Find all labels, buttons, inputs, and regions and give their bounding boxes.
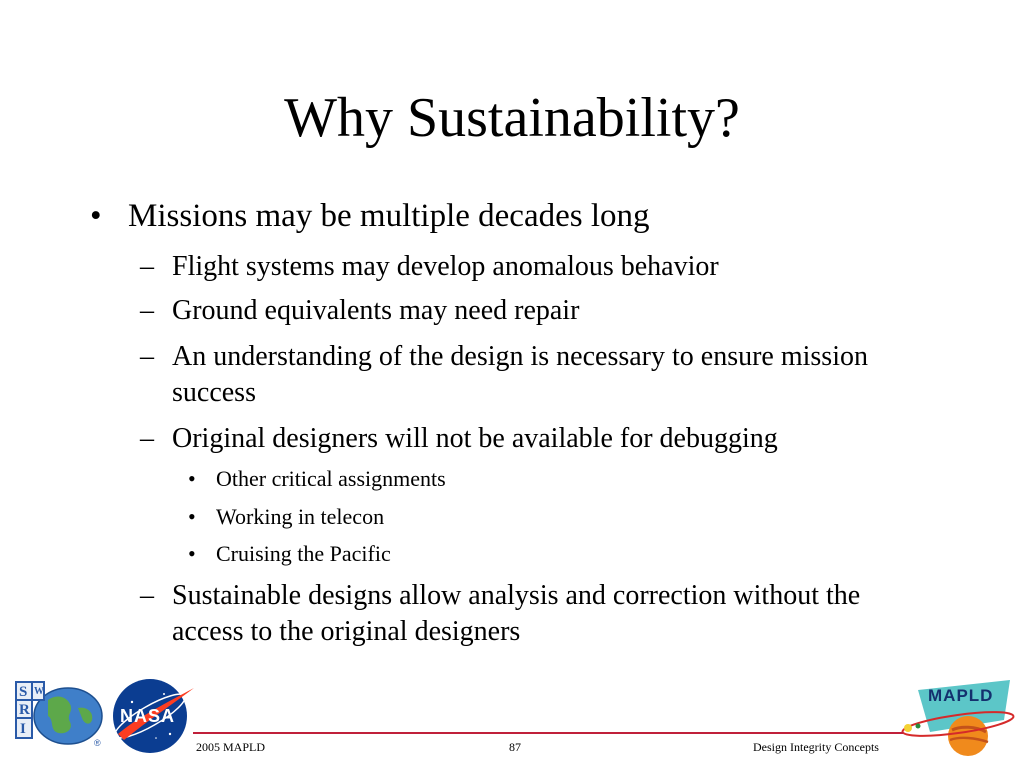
- dash-marker: –: [140, 295, 154, 326]
- subbullet-sustainable-designs: [140, 578, 910, 650]
- subbullet-text: An understanding of the design is necessary to ensure mission success: [172, 341, 868, 408]
- slide-title: Why Sustainability?: [284, 87, 740, 149]
- nasa-wordmark: NASA: [120, 706, 176, 726]
- swri-letter: S: [19, 684, 28, 700]
- swri-logo: [8, 680, 108, 750]
- footer-right-text: Design Integrity Concepts: [753, 740, 879, 754]
- bullet-marker: •: [188, 541, 196, 566]
- page-number: 87: [509, 740, 521, 754]
- registered-mark: ®: [94, 738, 101, 748]
- dash-marker: –: [140, 251, 154, 282]
- swri-letter: R: [19, 702, 30, 718]
- dash-marker: –: [140, 580, 154, 611]
- dash-marker: –: [140, 341, 154, 372]
- footer-left-text: 2005 MAPLD: [196, 740, 266, 754]
- mapld-wordmark: MAPLD: [928, 686, 994, 705]
- subsubbullet-text: Other critical assignments: [216, 466, 446, 491]
- subbullet-text: Sustainable designs allow analysis and correction without the access to the original designers: [172, 580, 861, 647]
- subbullet-text: Flight systems may develop anomalous behavior: [172, 251, 719, 282]
- subbullet-understanding: [140, 339, 910, 411]
- swri-letter: I: [20, 721, 26, 737]
- mapld-logo: [900, 676, 1020, 760]
- subsubbullet-text: Working in telecon: [216, 504, 385, 529]
- subsubbullet-text: Cruising the Pacific: [216, 541, 391, 566]
- swri-letter: W: [34, 686, 44, 697]
- bullet-marker: •: [188, 504, 196, 529]
- nasa-logo: [110, 676, 196, 756]
- subbullet-original-designers: [140, 421, 910, 457]
- bullet-text: Missions may be multiple decades long: [128, 198, 650, 234]
- subbullet-text: Original designers will not be available for debugging: [172, 423, 778, 454]
- subbullet-text: Ground equivalents may need repair: [172, 295, 580, 326]
- bullet-marker: •: [188, 466, 196, 491]
- footer-rule: [193, 732, 903, 734]
- bullet-marker: •: [90, 198, 102, 234]
- dash-marker: –: [140, 423, 154, 454]
- subbullet-ground-equivalents: [140, 293, 910, 329]
- subbullet-flight-systems: [140, 249, 910, 285]
